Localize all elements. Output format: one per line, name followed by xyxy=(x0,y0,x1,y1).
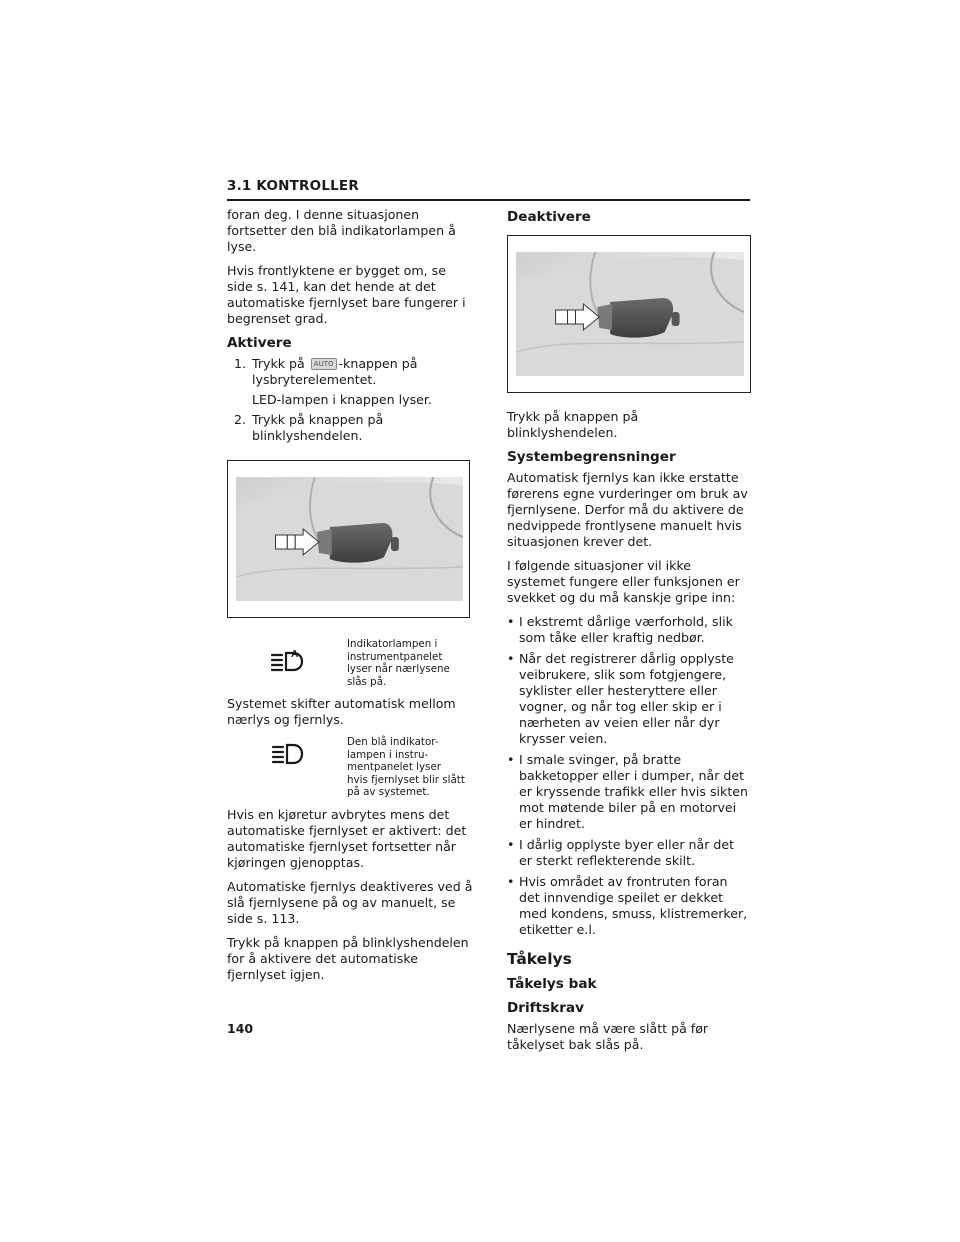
highbeam-indicator-note: Den blå indikator-lampen i instru-mentpanelet lyser hvis fjernlyset blir slått på av systemet. xyxy=(347,736,465,798)
list-item: • Når det registrerer dårlig opplyste veibrukere, slik som fotgjengere, syklister eller hesteryttere eller vogner, og når tog eller skip er i nærheten av veien eller når dyr krysser veien. xyxy=(507,651,751,747)
svg-text:A: A xyxy=(291,649,299,660)
paragraph-indicator-continues: foran deg. I denne situasjonen fortsetter den blå indikatorlampen å lyse. xyxy=(227,207,456,254)
heading-fog-lights: Tåkelys xyxy=(507,950,572,968)
high-beam-icon xyxy=(270,742,304,766)
heading-system-limits: Systembegrensninger xyxy=(507,449,676,465)
paragraph-situations: I følgende situasjoner vil ikke systemet fungere eller funksjonen er svekket og du må kanskje gripe inn: xyxy=(507,558,740,605)
step-1-result-text: LED-lampen i knappen lyser. xyxy=(252,392,432,407)
section-title: 3.1 KONTROLLER xyxy=(227,178,359,194)
paragraph-switches-automatically: Systemet skifter automatisk mellom nærlys og fjernlys. xyxy=(227,696,456,727)
list-item: • I smale svinger, på bratte bakketopper eller i dumper, når det er kryssende trafikk eller hvis sikten mot møtende biler på en motorvei er hindret. xyxy=(507,752,751,832)
auto-button-icon: AUTO xyxy=(311,358,337,370)
stalk-illustration xyxy=(516,252,744,376)
limitation-list xyxy=(507,614,751,938)
step-number: 1. xyxy=(234,356,247,371)
step-1-result xyxy=(234,392,475,408)
step-2 xyxy=(234,412,475,444)
paragraph-lowbeam-required: Nærlysene må være slått på før tåkelyset bak slås på. xyxy=(507,1021,709,1052)
lowbeam-indicator-row xyxy=(227,638,475,688)
lowbeam-indicator-note: Indikatorlampen i instrumentpanelet lyser når nærlysene slås på. xyxy=(347,638,450,688)
right-column xyxy=(507,207,751,1061)
list-item: • Hvis området av frontruten foran det innvendige speilet er dekket med kondens, smuss, klistremerker, etiketter e.l. xyxy=(507,874,751,938)
heading-activate: Aktivere xyxy=(227,335,292,351)
heading-operating-requirements: Driftskrav xyxy=(507,1000,584,1016)
paragraph-reactivate: Trykk på knappen på blinklyshendelen for å aktivere det automatiske fjernlyset igjen. xyxy=(227,934,469,982)
left-column xyxy=(227,207,475,991)
paragraph-headlights-modified: Hvis frontlyktene er bygget om, se side s. 141, kan det hende at det automatiske fjernlyset bare fungerer i begrenset grad. xyxy=(227,263,466,326)
lowbeam-auto-icon xyxy=(227,638,347,672)
heading-deactivate: Deaktivere xyxy=(507,209,591,225)
step-text xyxy=(252,356,475,388)
list-item: • I ekstremt dårlige værforhold, slik som tåke eller kraftig nedbør. xyxy=(507,614,751,646)
step-text: Trykk på knappen på blinklyshendelen. xyxy=(252,412,384,443)
paragraph-cannot-replace: Automatisk fjernlys kan ikke erstatte førerens egne vurderinger om bruk av fjernlysene. Derfor må du aktivere de nedvippede frontlysene manuelt hvis situasjonen krever det. xyxy=(507,470,748,549)
stalk-deactivate-figure xyxy=(507,235,751,393)
header-rule xyxy=(227,199,750,201)
highbeam-indicator-row xyxy=(227,736,475,799)
auto-headlight-icon xyxy=(269,644,305,672)
heading-rear-fog-light: Tåkelys bak xyxy=(507,976,597,992)
step1-text-post: -knappen på lysbryterelementet. xyxy=(252,356,418,387)
activate-steps xyxy=(227,356,475,444)
stalk-button-figure xyxy=(227,460,470,618)
highbeam-icon-cell xyxy=(227,736,347,766)
list-item: • I dårlig opplyste byer eller når det er sterkt reflekterende skilt. xyxy=(507,837,751,869)
paragraph-trip-interrupted: Hvis en kjøretur avbrytes mens det automatiske fjernlyset er aktivert: det automatiske fjernlyset fortsetter når kjøringen gjenopptas. xyxy=(227,806,467,870)
paragraph-deactivate-manually: Automatiske fjernlys deaktiveres ved å slå fjernlysene på og av manuelt, se side s. 113. xyxy=(227,878,473,926)
step-number: 2. xyxy=(234,412,247,427)
step1-text-pre: Trykk på xyxy=(252,356,305,371)
stalk-illustration xyxy=(236,477,463,601)
paragraph-press-button: Trykk på knappen på blinklyshendelen. xyxy=(507,409,639,440)
step-1 xyxy=(234,356,475,388)
page-header xyxy=(227,178,750,201)
page-number: 140 xyxy=(227,1021,254,1036)
